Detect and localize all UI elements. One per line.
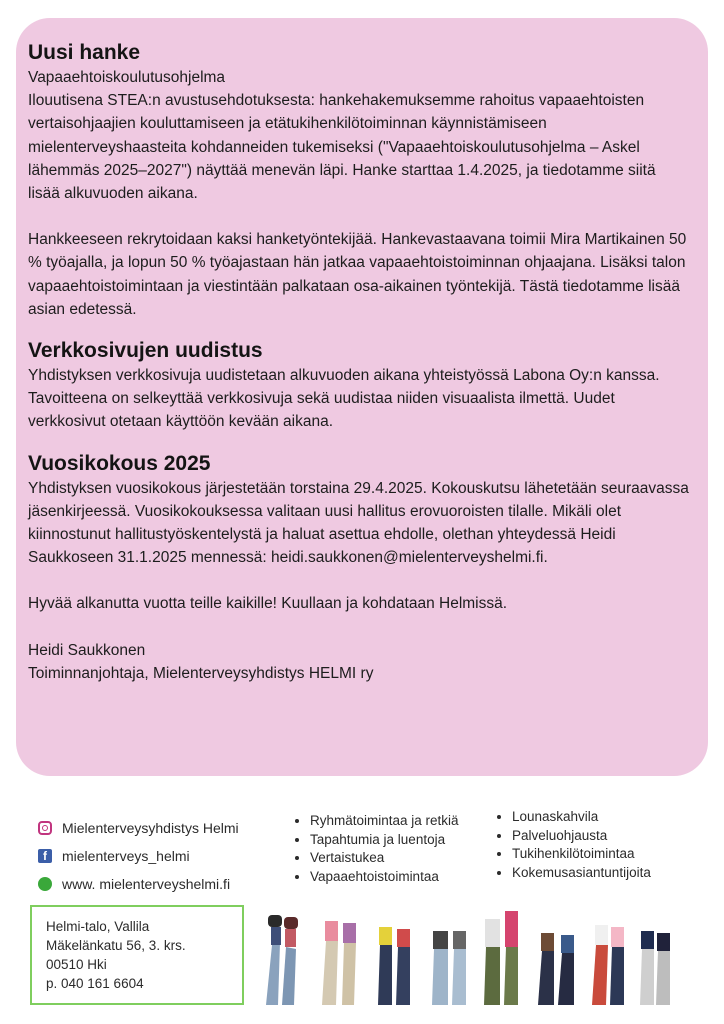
signature-title: Toiminnanjohtaja, Mielenterveysyhdistys HELMI ry [28, 664, 374, 682]
legs-photo [262, 905, 674, 1005]
project-paragraph-1: Ilouutisena STEA:n avustusehdotuksesta: hankehakemuksemme rahoitus vapaaehtoisten vertaisohjaajien kouluttamiseen ja etätukihenkilötoiminnan käynnistämiseen mielenterveyshaasteita kohdanneiden tukemiseksi ("Vapaaehtoiskoulutusohjelma – Askel lähemmäs 2025–2027") näyttää menevän läpi. Hanke starttaa 1.4.2025, ja tiedotamme siitä lisää alkuvuoden aikana. [28, 92, 656, 203]
meeting-paragraph: Yhdistyksen vuosikokous järjestetään torstaina 29.4.2025. Kokouskutsu lähetetään seuraavassa jäsenkirjeessä. Vuosikokouksessa valitaan uusi hallitus erovuoroisten tilalle. Mikäli olet kiinnostunut hallitustyöskentelystä ja haluat asettua ehdolle, olethan yhteydessä Heidi Saukkoseen 31.1.2025 mennessä: heidi.saukkonen@mielenterveyshelmi.fi. [28, 479, 689, 567]
globe-icon [38, 877, 52, 891]
facebook-link[interactable] [38, 842, 239, 870]
list-item: • Tukihenkilötoimintaa [512, 845, 651, 864]
instagram-icon [38, 821, 52, 835]
phone-number: p. 040 161 6604 [46, 976, 144, 991]
facebook-icon: f [38, 849, 52, 863]
newsletter-panel [16, 18, 708, 776]
section-title-website: Verkkosivujen uudistus [28, 339, 263, 363]
website-url: www. mielenterveyshelmi.fi [62, 876, 231, 892]
list-item: • Vapaaehtoistoimintaa [310, 868, 459, 887]
section-title-annual-meeting: Vuosikokous 2025 [28, 451, 211, 475]
project-paragraph-2: Hankkeeseen rekrytoidaan kaksi hanketyöntekijää. Hankevastaavana toimii Mira Martikainen 50 % työajalla, ja lopun 50 % työajastaan hän jatkaa vapaaehtoistoiminnan ohjaajana. Lisäksi talon vapaaehtoistoimintaan ja viestintään palkataan osa-aikainen työntekijä. Tästä tiedotamme lisää asian edetessä. [28, 231, 687, 318]
list-item: • Tapahtumia ja luentoja [310, 831, 459, 850]
address-line: Helmi-talo, Vallila [46, 919, 150, 934]
services-list-right [494, 808, 651, 882]
list-item: • Lounaskahvila [512, 808, 651, 827]
instagram-handle: Mielenterveysyhdistys Helmi [62, 820, 239, 836]
section-title-new-project: Uusi hanke [28, 41, 141, 64]
social-links [38, 814, 239, 898]
instagram-link[interactable] [38, 814, 239, 842]
address-line: 00510 Hki [46, 957, 107, 972]
address-line: Mäkelänkatu 56, 3. krs. [46, 938, 186, 953]
address-box [30, 905, 244, 1005]
list-item: • Kokemusasiantuntijoita [512, 864, 651, 883]
project-subtitle: Vapaaehtoiskoulutusohjelma [28, 69, 226, 86]
website-link[interactable] [38, 870, 239, 898]
list-item: • Ryhmätoimintaa ja retkiä [310, 812, 459, 831]
services-list-left [292, 812, 459, 886]
facebook-handle: mielenterveys_helmi [62, 848, 190, 864]
signature-name: Heidi Saukkonen [28, 641, 146, 659]
greeting: Hyvää alkanutta vuotta teille kaikille! Kuullaan ja kohdataan Helmissä. [28, 595, 508, 613]
list-item: • Palveluohjausta [512, 827, 651, 846]
website-paragraph: Yhdistyksen verkkosivuja uudistetaan alkuvuoden aikana yhteistyössä Labona Oy:n kanssa. Tavoitteena on selkeyttää verkkosivuja sekä uudistaa niiden visuaalista ilmettä. Uudet verkkosivut otetaan käyttöön kevään aikana. [28, 367, 660, 431]
list-item: • Vertaistukea [310, 849, 459, 868]
